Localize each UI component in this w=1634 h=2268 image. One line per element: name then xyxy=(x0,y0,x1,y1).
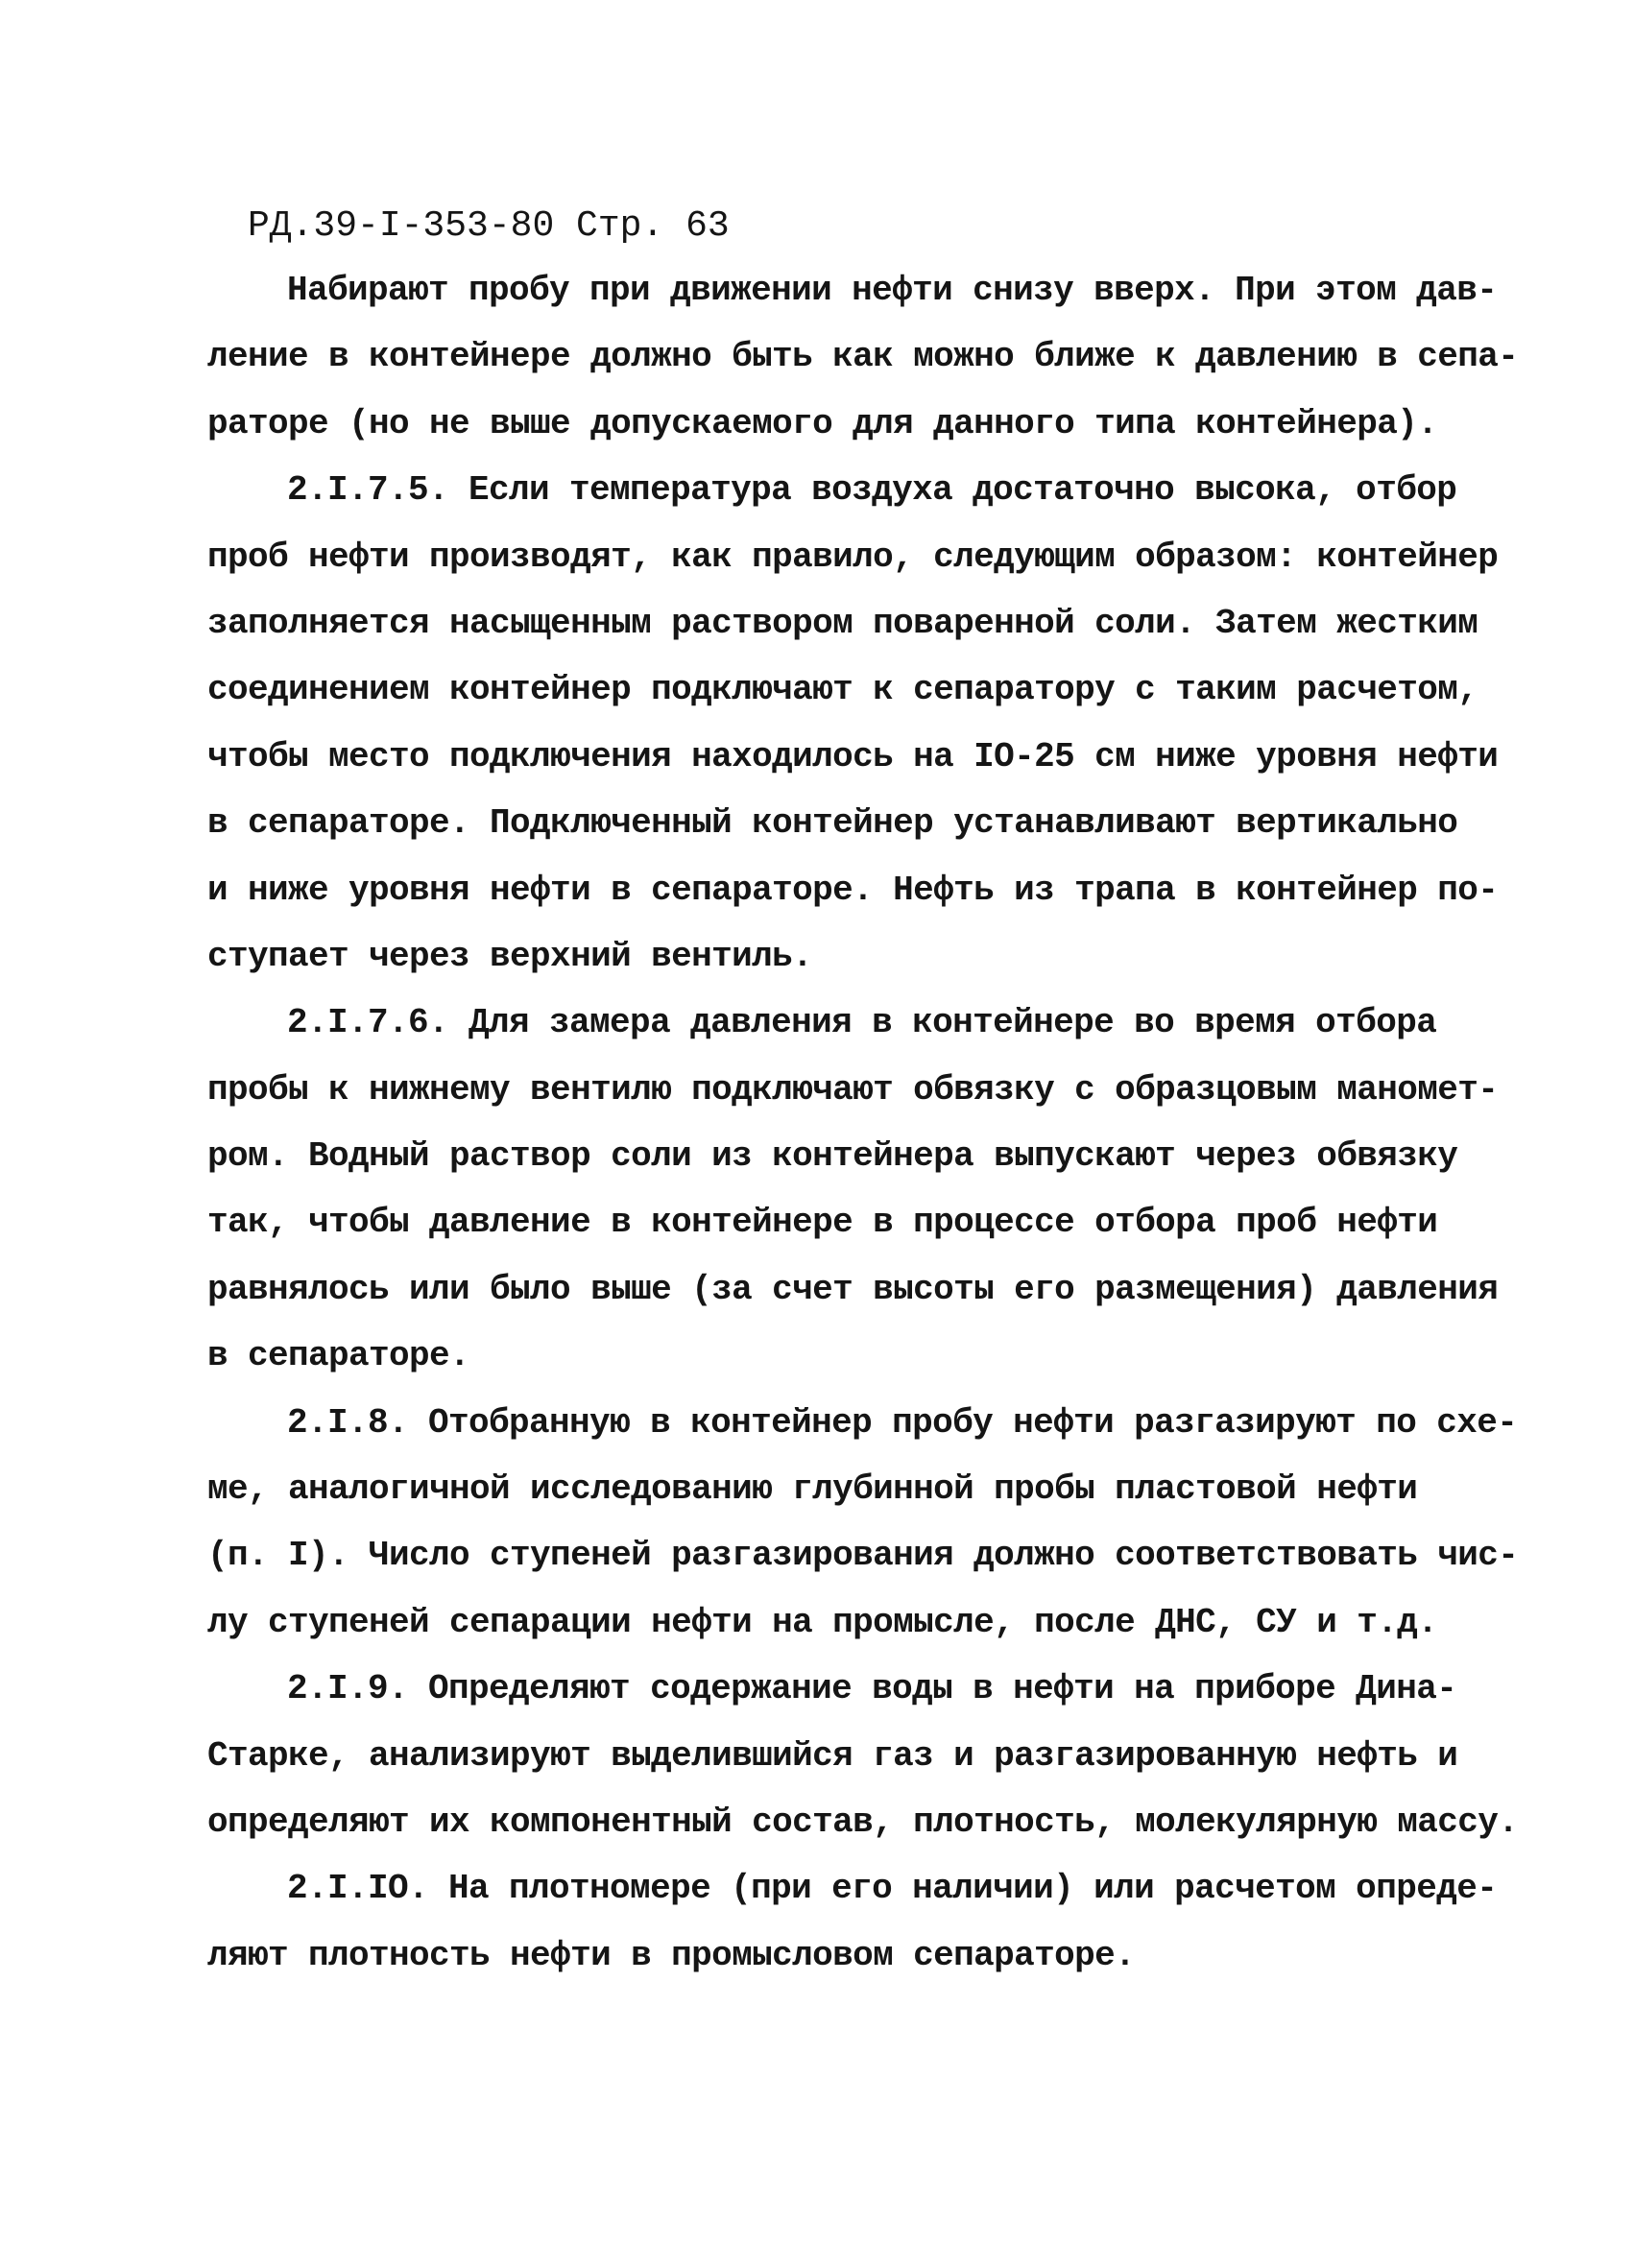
text-line: лу ступеней сепарации нефти на промысле, после ДНС, СУ и т.д. xyxy=(207,1602,1438,1642)
text-line: заполняется насыщенным раствором поваренной соли. Затем жестким xyxy=(207,603,1478,643)
text-line: раторе (но не выше допускаемого для данного типа контейнера). xyxy=(207,403,1438,443)
text-line: 2.I.9. Определяют содержание воды в нефти на приборе Дина- xyxy=(287,1669,1457,1709)
text-line: и ниже уровня нефти в сепараторе. Нефть из трапа в контейнер по- xyxy=(207,870,1499,910)
text-line: соединением контейнер подключают к сепаратору с таким расчетом, xyxy=(207,670,1478,710)
text-line: равнялось или было выше (за счет высоты его размещения) давления xyxy=(207,1269,1499,1309)
paragraph xyxy=(207,457,1499,990)
paragraph xyxy=(207,257,1519,457)
text-line: определяют их компонентный состав, плотность, молекулярную массу. xyxy=(207,1802,1519,1842)
text-line: ром. Водный раствор соли из контейнера выпускают через обвязку xyxy=(207,1136,1458,1177)
text-line: ступает через верхний вентиль. xyxy=(207,936,813,976)
paragraph xyxy=(207,990,1499,1389)
text-line: в сепараторе. xyxy=(207,1336,470,1376)
text-line: ление в контейнере должно быть как можно ближе к давлению в сепа- xyxy=(207,337,1519,377)
text-line: Старке, анализируют выделившийся газ и разгазированную нефть и xyxy=(207,1735,1458,1776)
text-line: ме, аналогичной исследованию глубинной пробы пластовой нефти xyxy=(207,1469,1418,1510)
text-line: проб нефти производят, как правило, следующим образом: контейнер xyxy=(207,537,1499,577)
text-line: пробы к нижнему вентилю подключают обвязку с образцовым маномет- xyxy=(207,1069,1499,1110)
text-line: так, чтобы давление в контейнере в процессе отбора проб нефти xyxy=(207,1203,1438,1243)
text-line: чтобы место подключения находилось на IO-25 см ниже уровня нефти xyxy=(207,736,1499,776)
text-line: 2.I.7.5. Если температура воздуха достаточно высока, отбор xyxy=(287,470,1457,511)
text-line: Набирают пробу при движении нефти снизу вверх. При этом дав- xyxy=(287,271,1498,310)
text-line: ляют плотность нефти в промысловом сепараторе. xyxy=(207,1935,1136,1975)
text-line: 2.I.7.6. Для замера давления в контейнере во время отбора xyxy=(287,1003,1437,1043)
text-line: 2.I.IO. На плотномере (при его наличии) или расчетом опреде- xyxy=(287,1869,1498,1909)
page-header: РД.39-I-353-80 Стр. 63 xyxy=(248,205,730,247)
text-line: 2.I.8. Отобранную в контейнер пробу нефти разгазируют по схе- xyxy=(287,1402,1518,1443)
paragraph xyxy=(207,1656,1519,1855)
paragraph xyxy=(207,1390,1519,1657)
text-line: (п. I). Число ступеней разгазирования должно соответствовать чис- xyxy=(207,1536,1519,1576)
body-text xyxy=(207,257,1519,1989)
paragraph xyxy=(207,1855,1498,1989)
text-line: в сепараторе. Подключенный контейнер устанавливают вертикально xyxy=(207,803,1458,844)
